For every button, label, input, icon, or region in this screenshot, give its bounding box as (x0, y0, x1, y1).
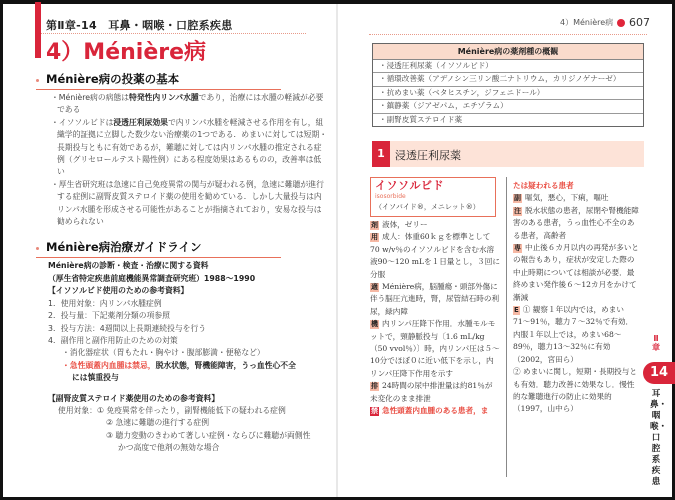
drug-name-ja: イソソルビド (375, 179, 444, 192)
header-divider (369, 34, 647, 35)
overview-row: ・副腎皮質ステロイド薬 (379, 114, 463, 124)
steroid-target: ② 急速に難聴の進行する症例 (106, 418, 210, 428)
tag-excretion: 排 (371, 382, 378, 391)
tag-mechanism: 機 (371, 320, 378, 329)
thumb-index-tab[interactable]: 14 (643, 362, 675, 384)
heading-bullet (36, 247, 39, 250)
overview-row: ・循環改善薬（アデノシン三リン酸二ナトリウム，カリジノゲナーゼ） (373, 73, 643, 86)
tag-caution: 注 (514, 206, 521, 215)
drug-brands: （イソバイド®，メニレット®） (375, 203, 480, 211)
category-label: 浸透圧利尿薬 (395, 149, 461, 162)
drug-name-en: isosorbide (375, 193, 406, 200)
chapter-accent-bar (35, 2, 41, 58)
heading-bullet (36, 79, 39, 82)
guideline-subitem: ・消化器症状（胃もたれ・胸やけ・腹部膨満・便秘など） (62, 348, 265, 358)
thumb-chapter: Ⅱ章 (652, 334, 660, 352)
drug-info-entry: 適 Ménière病，脳腫瘍・頭部外傷に伴う脳圧亢進時，腎，尿管結石時の利尿，緑内障 (370, 282, 500, 316)
basics-bullet-3: ・厚生省研究班は急速に自己免疫異常の関与が疑われる例，急速に難聴が進行する症例に副腎皮質ステロイド薬の使用を勧めている．しかし大量投与は内リンパ水腫を形成させる可能性があることが指摘されており，安易な投与は勧められない (51, 179, 324, 227)
tag-specialist: 専 (514, 244, 521, 253)
contraindication-warning: ・急性頭蓋内血腫は禁忌， (62, 360, 156, 370)
guideline-warning-cont: には慎重投与 (72, 373, 119, 383)
tag-indication: 適 (371, 283, 378, 292)
overview-table-title: Ménière病の薬剤種の概観 (373, 44, 643, 60)
guideline-heading-block (36, 240, 281, 258)
tag-side-effect: 副 (514, 194, 521, 203)
overview-row: ・抗めまい薬（ベタヒスチン，ジフェニドール） (373, 87, 643, 100)
tag-form: 剤 (371, 221, 378, 229)
drug-info-entry: 専 中止後６カ月以内の再発が多いとの報告もあり，症状が安定した際の中止時期については相談が必要．最終めまい発作後６〜12カ月をかけて漸減 (513, 243, 639, 302)
drug-info-entry: 禁 急性頭蓋内血腫のある患者，ま (371, 406, 489, 416)
guideline-item: 1．使用対象：内リンパ水腫症例 (48, 298, 162, 308)
overview-row: ・鎮静薬（ジアゼパム，エチゾラム） (373, 100, 643, 113)
guideline-heading: Ménière病治療ガイドライン (46, 240, 202, 255)
page-number: 607 (629, 16, 650, 29)
drug-info-entry: E ① 観察１年以内では，めまい71〜91％，聴力７〜32％で有効．内服１年以上では，めまい68〜89％，聴力13〜32％に有効（2002，宮田ら） (513, 305, 634, 364)
drug-info-entry: 注 脱水状態の患者，尿閉や腎機能障害のある患者，うっ血性心不全のある患者，高齢者 (513, 205, 639, 240)
column-divider (506, 177, 507, 477)
steroid-ref-title: 【副腎皮質ステロイド薬使用のための参考資料】 (48, 393, 220, 403)
frame-left (0, 0, 3, 500)
drug-info-entry: 排 24時間の尿中排泄量は約81％が未変化のまま排泄 (370, 381, 493, 403)
chapter-divider (41, 33, 306, 34)
contraindication-cont: たは疑われる患者 (513, 181, 574, 190)
basics-bullet-2: ・イソソルビドは浸透圧利尿効果で内リンパ水腫を軽減させる作用を有し，組織学的証拠に立脚した数少ない治療薬の1つである．めまいに対しては短期・長期投与ともに有効であるが，難聴に対しては内リンパ水腫の推定される症例（グリセロールテスト陽性例）にある程度効果はあるものの，改善率は低い (51, 117, 328, 177)
page-marker-dot (617, 19, 625, 27)
section-title: 4）Ménière病 (46, 40, 207, 65)
steroid-target: ③ 聴力変動のきわめて著しい症例・ならびに難聴が両側性 (106, 430, 311, 440)
thumb-index-label: 耳鼻・咽喉・口腔系疾患 (650, 389, 668, 487)
drug-overview-table (372, 43, 644, 127)
steroid-target-cont: かつ高度で他剤の無効な場合 (118, 443, 220, 453)
basics-heading: Ménière病の投薬の基本 (46, 72, 180, 86)
drug-info-entry: 用 成人：体重60ｋｇを標準として70 w/v％のイソソルビドを含む水溶液90〜120 mLを１日量とし，３回に分服 (370, 232, 500, 279)
drug-info-entry: ② めまいに関し，短期・長期投与とも有効．聴力改善に効果なし．慢性的な難聴進行の防止に効果的（1997，山中ら） (513, 367, 637, 414)
guideline-intro-1: Ménière病の診断・検査・治療に関する資料 (48, 261, 209, 271)
tag-contraindication: 禁 (371, 407, 378, 416)
steroid-target-line: 使用対象：① 免疫異常を伴ったり，副腎機能低下の疑われる症例 (58, 405, 286, 415)
basics-bullets (36, 92, 328, 228)
overview-row: ・浸透圧利尿薬（イソソルビド） (373, 60, 643, 73)
guideline-body (36, 260, 328, 454)
tag-dosage: 用 (371, 233, 378, 242)
basics-bullet-1: ・Ménière病の病態は特発性内リンパ水腫であり，治療には水腫の軽減が必要である (51, 93, 324, 115)
basics-heading-block (36, 72, 281, 90)
guideline-item: 3．投与方法：4週間以上長期連続投与を行う (48, 323, 207, 333)
category-number: 1 (372, 141, 390, 167)
drug-info-entry: 副 嘔気，悪心，下痢，嘔吐 (514, 193, 609, 203)
drug-info-col-1 (370, 219, 500, 418)
chapter-header: 第Ⅱ章-14 耳鼻・咽喉・口腔系疾患 (46, 19, 233, 32)
drug-info-entry: 剤 液体，ゼリー (371, 220, 428, 229)
running-header: 4）Ménière病 (560, 18, 614, 27)
isosorbide-ref-title: 【イソソルビド使用のための参考資料】 (48, 286, 189, 296)
guideline-intro-2: （厚生省特定疾患前庭機能異常調査研究班）1988〜1990 (48, 273, 256, 283)
left-page-body (36, 72, 328, 492)
drug-info-entry: 機 内リンパ圧降下作用．水腫モルモットで，頸静脈投与〔1.6 mL/kg（50 vvol％）〕時，内リンパ圧は５〜10分でほぼ０に近い低下を示し，内リンパ圧降下作用を示す (370, 319, 500, 378)
guideline-item: 2．投与量：下記薬剤分類の項参照 (48, 311, 170, 321)
book-spine (336, 4, 338, 497)
drug-info-col-2 (513, 180, 639, 416)
tag-evidence: E (514, 306, 519, 315)
guideline-item: 4．副作用と副作用防止のための対策 (48, 335, 178, 345)
guideline-warning: ・急性頭蓋内血腫は禁忌，脱水状態，腎機能障害，うっ血性心不全 (62, 360, 296, 370)
